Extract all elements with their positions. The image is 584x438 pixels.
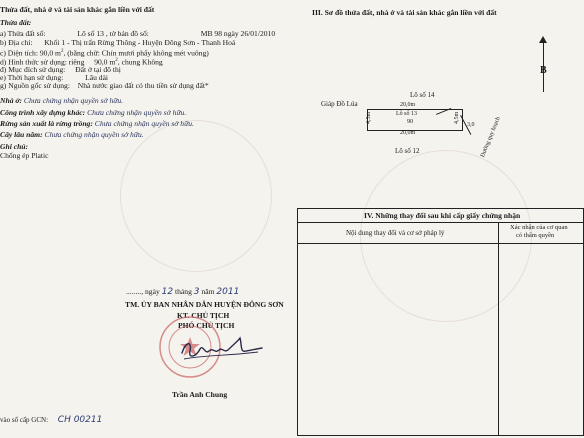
gcn-label: vào sổ cấp GCN: — [0, 416, 49, 424]
house-label: Nhà ở: — [0, 96, 23, 105]
changes-table-column-divider — [498, 222, 499, 435]
west-neighbor: Giáp Đồ Lúa — [321, 100, 358, 108]
changes-heading: IV. Những thay đổi sau khi cấp giấy chứng nhận — [364, 211, 521, 220]
tree-value: Chưa chứng nhận quyền sở hữu. — [44, 130, 144, 139]
row-other — [0, 108, 186, 117]
other-label: Công trình xây dựng khác: — [0, 108, 86, 117]
lot-area: 90 — [407, 119, 413, 125]
date-day: 12 — [161, 287, 174, 297]
row-tree — [0, 130, 144, 139]
date-prefix: ........, ngày — [126, 287, 160, 296]
row-a — [0, 29, 275, 38]
role-vice-chair: PHÓ CHỦ TỊCH — [178, 321, 235, 330]
row-g-value: Nhà nước giao đất có thu tiền sử dụng đất* — [77, 81, 209, 90]
row-c-sup: 2 — [60, 49, 64, 54]
lot-center-label: Lô số 13 — [396, 111, 417, 117]
date-year: 2011 — [216, 287, 240, 297]
tree-label: Cây lâu năm: — [0, 130, 43, 139]
changes-col-content: Nội dung thay đổi và cơ sở pháp lý — [346, 229, 445, 237]
row-e-value: Lâu dài — [85, 73, 109, 82]
date-year-label: năm — [201, 287, 215, 296]
forest-label: Rừng sản xuất là rừng trồng: — [0, 119, 93, 128]
row-b-label: b) Địa chỉ: — [0, 38, 33, 47]
row-dd-label: đ) Mục đích sử dụng: — [0, 65, 66, 74]
issue-date — [126, 287, 239, 297]
note-label: Ghi chú: — [0, 142, 29, 151]
row-c-label: c) Diện tích: 90,0 m — [0, 48, 61, 58]
changes-col-authority-1: Xác nhận của cơ quan — [510, 224, 568, 231]
row-dd-value: Đất ở tại đô thị — [75, 65, 121, 74]
road-label: Đường quy hoạch — [480, 116, 502, 159]
issuing-org: TM. ỦY BAN NHÂN DÂN HUYỆN ĐÔNG SƠN — [125, 300, 284, 309]
north-label: B — [540, 65, 547, 76]
row-d-tail: , chung Không — [117, 57, 163, 67]
date-month: 3 — [193, 287, 200, 297]
row-b — [0, 38, 235, 47]
gcn-row — [0, 415, 102, 425]
forest-value: Chưa chứng nhận quyền sở hữu. — [94, 119, 194, 128]
row-b-value: Khối 1 - Thị trấn Rừng Thông - Huyện Đông Sơn - Thanh Hoá — [44, 38, 236, 47]
row-d-sup: 2 — [115, 58, 118, 63]
dim-left: 4,5m — [366, 111, 372, 124]
row-a-map: MB 98 ngày 26/01/2010 — [200, 29, 276, 38]
lot-north: Lô số 14 — [410, 91, 435, 99]
dim-road: 3,0 — [467, 122, 475, 128]
row-d-label: d) Hình thức sử dụng: riêng — [0, 57, 85, 67]
handwritten-signature — [176, 335, 266, 365]
other-value: Chưa chứng nhận quyền sở hữu. — [87, 108, 187, 117]
sketch-heading: III. Sơ đồ thửa đất, nhà ở và tài sản khác gắn liền với đất — [312, 8, 497, 17]
row-a-label: a) Thửa đất số: — [0, 29, 46, 38]
land-subheading: Thửa đất: — [0, 18, 32, 27]
role-deputy: KT. CHỦ TỊCH — [177, 311, 230, 320]
row-g — [0, 81, 209, 90]
north-arrow-icon — [539, 36, 547, 43]
dim-right: 4,5m — [454, 111, 460, 124]
date-month-label: tháng — [175, 287, 192, 296]
row-a-value: Lô số 13 — [77, 29, 104, 38]
row-forest — [0, 119, 194, 128]
signer-name: Trần Anh Chung — [172, 390, 228, 399]
lot-south: Lô số 12 — [395, 147, 420, 155]
changes-table-header-divider — [297, 243, 583, 244]
changes-col-authority-2: có thẩm quyền — [516, 232, 555, 239]
left-heading: Thửa đất, nhà ở và tài sản khác gắn liền với đất — [0, 5, 155, 14]
gcn-value: CH 00211 — [57, 415, 103, 425]
row-g-label: g) Nguồn gốc sử dụng: — [0, 81, 70, 90]
row-a-mid: , tờ bản đồ số: — [105, 29, 149, 38]
note-value: Chống ép Platic — [0, 151, 49, 160]
changes-table-heading-divider — [297, 222, 583, 223]
watermark-seal-left — [120, 120, 272, 272]
row-house — [0, 96, 123, 105]
dim-bottom: 20,0m — [400, 130, 416, 136]
dim-top: 20,0m — [400, 102, 416, 108]
row-c-value: , (bằng chữ: Chín mươi phẩy không mét vuông) — [63, 48, 209, 58]
house-value: Chưa chứng nhận quyền sở hữu. — [23, 96, 124, 105]
row-e-label: e) Thời hạn sử dụng: — [0, 73, 64, 82]
row-d-value: 90,0 m — [94, 57, 116, 67]
